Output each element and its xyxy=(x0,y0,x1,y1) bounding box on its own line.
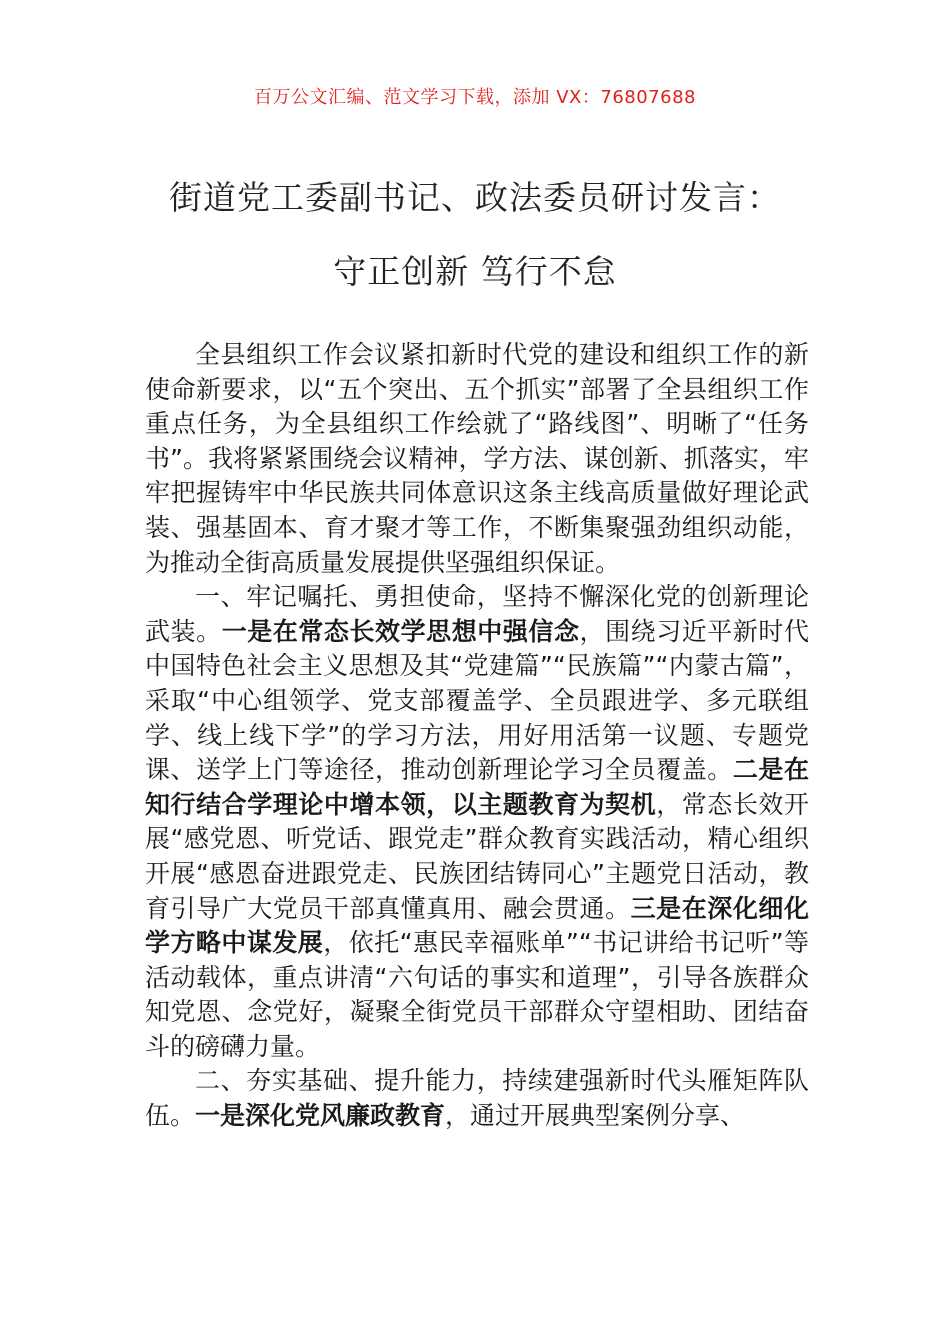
paragraph-text: 一、牢记嘱托、勇担使命，坚持不懈深化党的创新理论武装。 xyxy=(145,582,809,646)
bold-emphasis: 三是在深化细化学方略中谋发展 xyxy=(145,893,809,958)
paragraph-text: ，通过开展典型案例分享、 xyxy=(445,1101,746,1131)
paragraph-intro xyxy=(145,338,809,580)
bold-emphasis: 二是在知行结合学理论中增本领，以主题教育为契机 xyxy=(145,755,809,819)
paragraph-section-1 xyxy=(145,580,809,1064)
header-ad-text: 百万公文汇编、范文学习下载，添加 VX：76807688 xyxy=(254,87,696,108)
paragraph-text: ，依托“惠民幸福账单”“书记讲给书记听”等活动载体，重点讲清“六句话的事实和道理”，引导各族群众知党恩、念党好，凝聚全街党员干部群众守望相助、团结奋斗的磅礴力量。 xyxy=(145,928,809,1061)
paragraph-text: ，常态长效开展“感党恩、听党话、跟党走”群众教育实践活动，精心组织开展“感恩奋进跟党走、民族团结铸同心”主题党日活动，教育引导广大党员干部真懂真用、融会贯通。 xyxy=(145,789,809,923)
document-body xyxy=(145,338,809,1134)
bold-emphasis: 一是在常态长效学思想中强信念 xyxy=(221,616,580,646)
bold-emphasis: 一是深化党风廉政教育 xyxy=(195,1101,446,1131)
paragraph-text: ，围绕习近平新时代中国特色社会主义思想及其“党建篇”“民族篇”“内蒙古篇”，采取“中心组领学、党支部覆盖学、全员跟进学、多元联组学、线上线下学”的学习方法，用好用活第一议题、专题党课、送学上门等途径，推动创新理论学习全员覆盖。 xyxy=(145,616,809,785)
paragraph-text: 二、夯实基础、提升能力，持续建强新时代头雁矩阵队伍。 xyxy=(145,1066,809,1131)
document-title-line-1: 街道党工委副书记、政法委员研讨发言： xyxy=(169,178,781,217)
document-title-line-2: 守正创新 笃行不怠 xyxy=(333,252,617,291)
paragraph-text: 全县组织工作会议紧扣新时代党的建设和组织工作的新使命新要求，以“五个突出、五个抓实”部署了全县组织工作重点任务，为全县组织工作绘就了“路线图”、明晰了“任务书”。我将紧紧围绕会议精神，学方法、谋创新、抓落实，牢牢把握铸牢中华民族共同体意识这条主线高质量做好理论武装、强基固本、育才聚才等工作，不断集聚强劲组织动能，为推动全街高质量发展提供坚强组织保证。 xyxy=(145,340,809,577)
paragraph-section-2 xyxy=(145,1064,809,1133)
